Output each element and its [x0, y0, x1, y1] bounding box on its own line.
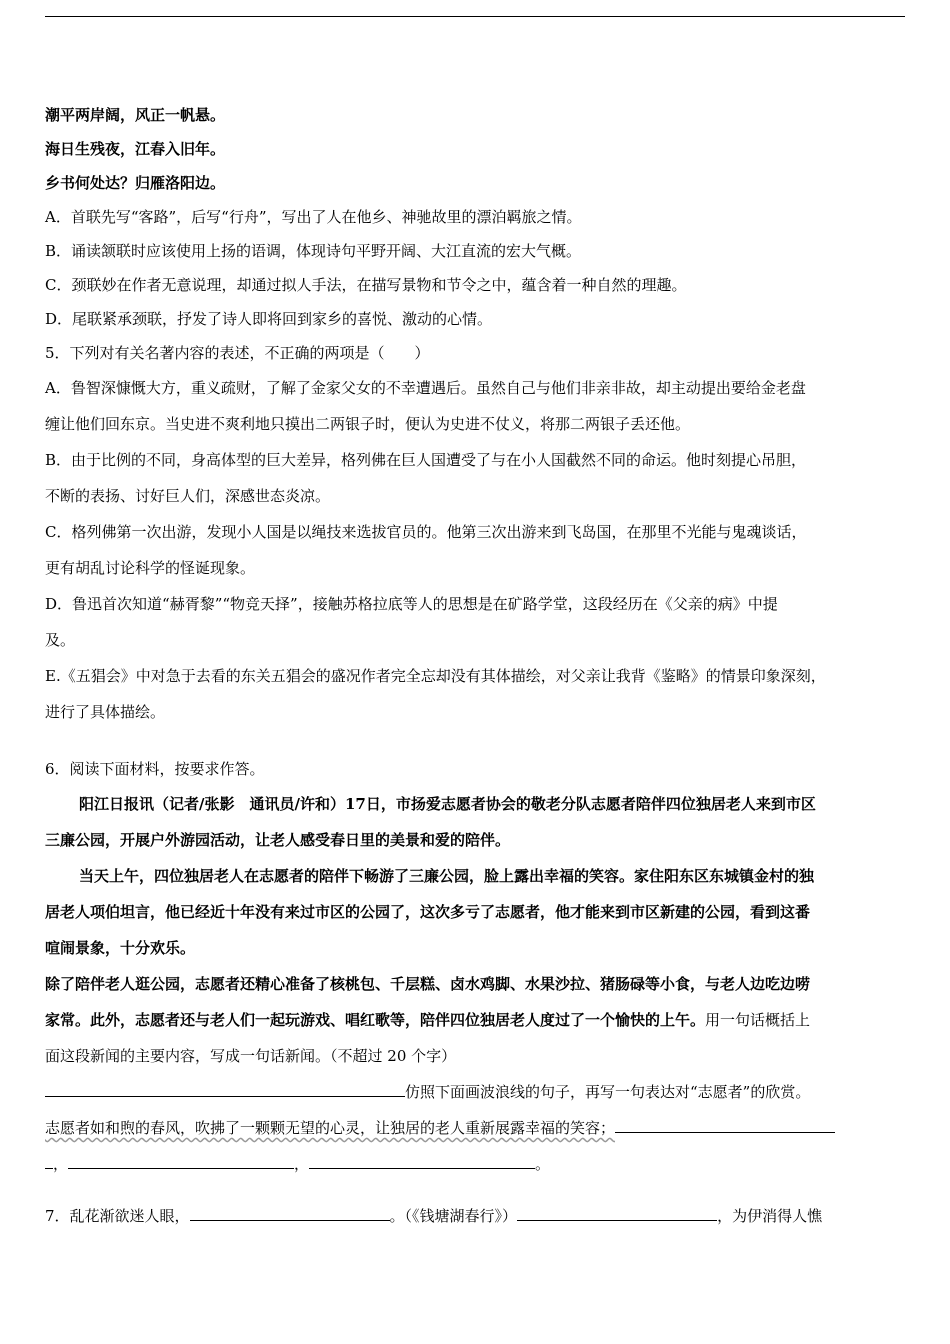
section-gap	[45, 730, 907, 752]
q5-option-a-line2: 缠让他们回东京。当史进不爽利地只摸出二两银子时，便认为史进不仗义，将那二两银子丢还他。	[45, 415, 691, 433]
q6-material-line5: 喧闹景象，十分欢乐。	[45, 939, 196, 957]
q6-imitation-blank-1-cont[interactable]	[45, 1154, 53, 1169]
q6-task1-lead: 用一句话概括上	[705, 1011, 811, 1029]
poem-line-3: 乡书何处达？归雁洛阳边。	[45, 174, 226, 192]
q6-imitation-blank-1[interactable]	[615, 1118, 835, 1133]
poem-line-1: 潮平两岸阔，风正一帆悬。	[45, 106, 226, 124]
q5-option-e-line2: 进行了具体描绘。	[45, 703, 166, 721]
section-gap-2	[45, 1182, 907, 1198]
q5-option-b-line1: B．由于比例的不同，身高体型的巨大差异，格列佛在巨人国遭受了与在小人国截然不同的命运。他时刻提心吊胆，	[45, 451, 807, 469]
q6-wavy-line	[45, 1110, 907, 1146]
q5-option-d-line2: 及。	[45, 631, 76, 649]
q5-option-b-line2: 不断的表扬、讨好巨人们，深感世态炎凉。	[45, 487, 331, 505]
q5-option-c-line2: 更有胡乱讨论科学的怪诞现象。	[45, 559, 256, 577]
q6-blank-line	[45, 1146, 907, 1182]
q6-material-line7	[45, 1002, 907, 1038]
q6-material-line2: 三廉公园，开展户外游园活动，让老人感受春日里的美景和爱的陪伴。	[45, 831, 511, 849]
q4-option-a: A．首联先写“客路”，后写“行舟”，写出了人在他乡、神驰故里的漂泊羁旅之情。	[45, 208, 582, 226]
poem-line-2: 海日生残夜，江春入旧年。	[45, 140, 226, 158]
q6-imitation-blank-3[interactable]	[309, 1154, 535, 1169]
q7-blank-2[interactable]	[517, 1206, 717, 1221]
q4-option-d: D．尾联紧承颈联，抒发了诗人即将回到家乡的喜悦、激动的心情。	[45, 310, 493, 328]
q6-task1-line2: 面这段新闻的主要内容，写成一句话新闻。（不超过 20 个字）	[45, 1047, 457, 1065]
q6-wavy-sentence: 志愿者如和煦的春风，吹拂了一颗颗无望的心灵，让独居的老人重新展露幸福的笑容；	[45, 1119, 616, 1137]
q6-stem: 6．阅读下面材料，按要求作答。	[45, 760, 265, 778]
q6-imitation-blank-2[interactable]	[68, 1154, 294, 1169]
q6-material-text: 家常。此外，志愿者还与老人们一起玩游戏、唱红歌等，陪伴四位独居老人度过了一个愉快的上午。	[45, 1011, 706, 1029]
q6-answer-blank[interactable]	[45, 1082, 405, 1097]
q6-material-line4: 居老人项伯坦言，他已经近十年没有来过市区的公园了，这次多亏了志愿者，他才能来到市区新建的公园，看到这番	[45, 903, 811, 921]
q7-line	[45, 1198, 907, 1234]
q7-part3: ，为伊消得人憔	[717, 1207, 823, 1225]
q4-option-c: C．颈联妙在作者无意说理，却通过拟人手法，在描写景物和节令之中，蕴含着一种自然的理趣。	[45, 276, 687, 294]
q6-period: 。	[535, 1155, 551, 1173]
q7-blank-1[interactable]	[190, 1206, 390, 1221]
q6-task2-text: 仿照下面画波浪线的句子，再写一句表达对“志愿者”的欣赏。	[405, 1083, 811, 1101]
header-rule	[45, 16, 905, 17]
q5-option-d-line1: D．鲁迅首次知道“赫胥黎”“物竞天择”，接触苏格拉底等人的思想是在矿路学堂，这段经历在《父亲的病》中提	[45, 595, 778, 613]
q6-material-line3: 当天上午，四位独居老人在志愿者的陪伴下畅游了三廉公园，脸上露出幸福的笑容。家住阳东区东城镇金村的独	[79, 867, 815, 885]
q6-comma-2: ，	[294, 1155, 310, 1173]
q5-stem: 5．下列对有关名著内容的表述，不正确的两项是（ ）	[45, 344, 430, 362]
q7-part1: 7．乱花渐欲迷人眼，	[45, 1207, 190, 1225]
q5-option-e-line1: E.《五猖会》中对急于去看的东关五猖会的盛况作者完全忘却没有其体描绘，对父亲让我背《鉴略》的情景印象深刻，	[45, 667, 826, 685]
q6-material-line6: 除了陪伴老人逛公园，志愿者还精心准备了核桃包、千层糕、卤水鸡脚、水果沙拉、猪肠碌等小食，与老人边吃边唠	[45, 975, 811, 993]
q7-part2: 。（《钱塘湖春行》）	[389, 1207, 518, 1225]
q6-task2-line	[45, 1074, 907, 1110]
exam-page	[45, 98, 907, 1234]
q5-option-a-line1: A．鲁智深慷慨大方，重义疏财，了解了金家父女的不幸遭遇后。虽然自己与他们非亲非故，却主动提出要给金老盘	[45, 379, 806, 397]
q5-option-c-line1: C．格列佛第一次出游，发现小人国是以绳技来选拔官员的。他第三次出游来到飞岛国，在那里不光能与鬼魂谈话，	[45, 523, 807, 541]
q4-option-b: B．诵读颔联时应该使用上扬的语调，体现诗句平野开阔、大江直流的宏大气概。	[45, 242, 582, 260]
q6-material-line1: 阳江日报讯（记者/张影 通讯员/许和）17日，市扬爱志愿者协会的敬老分队志愿者陪伴四位独居老人来到市区	[79, 795, 816, 813]
q6-comma-1: ，	[53, 1155, 69, 1173]
